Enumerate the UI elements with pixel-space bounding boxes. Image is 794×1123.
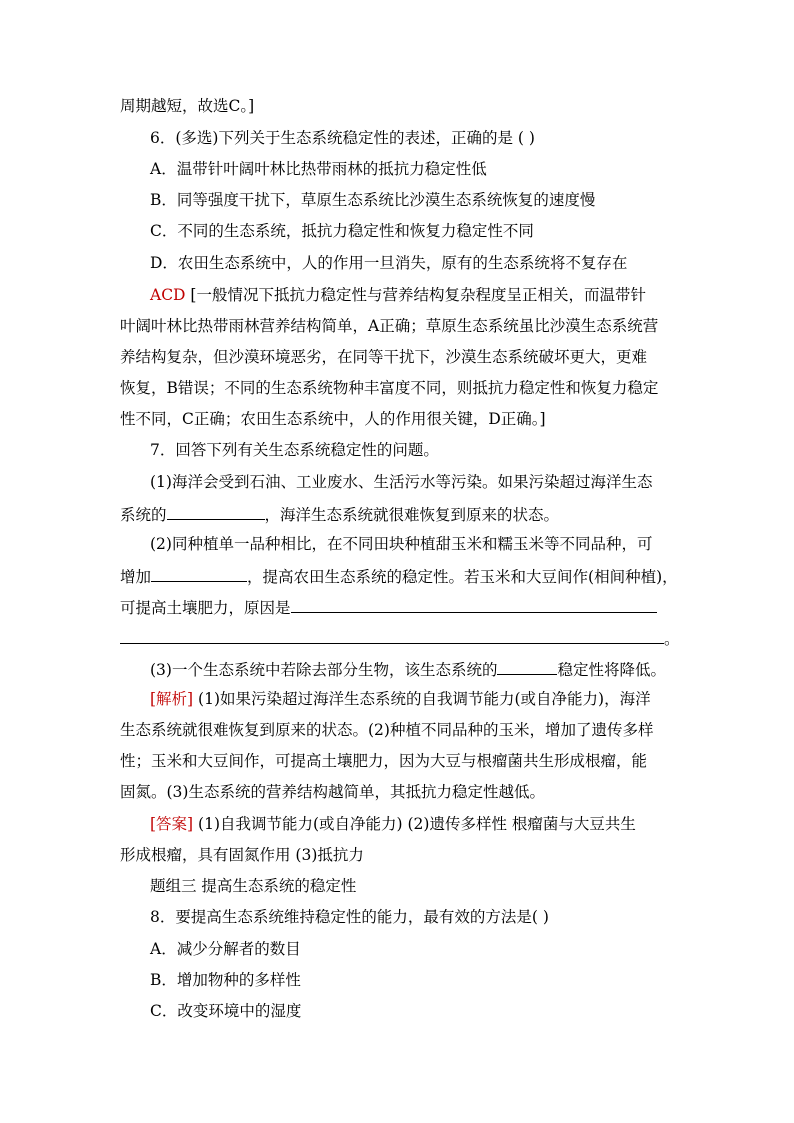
- analysis-line: 固氮。(3)生态系统的营养结构越简单，其抵抗力稳定性越低。: [120, 783, 545, 801]
- explanation-line: 养结构复杂，但沙漠环境恶劣，在同等干扰下，沙漠生态系统破坏更大，更难: [120, 348, 648, 366]
- option-d: D．农田生态系统中，人的作用一旦消失，原有的生态系统将不复存在: [150, 254, 628, 272]
- option-b: B．增加物种的多样性: [150, 971, 301, 989]
- fill-blank: [120, 626, 664, 644]
- text-span: 系统的: [120, 506, 167, 524]
- question-7-part-2-line: [120, 595, 657, 619]
- fill-blank: [151, 564, 247, 582]
- text-span: 可提高土壤肥力，原因是: [120, 599, 291, 617]
- text-span: 增加: [120, 568, 152, 586]
- answer-line: 形成根瘤，具有固氮作用 (3)抵抗力: [120, 846, 364, 864]
- text-span: ，海洋生态系统就很难恢复到原来的状态。: [264, 506, 560, 524]
- answer-explanation: [150, 284, 646, 306]
- question-6-stem: 6．(多选)下列关于生态系统稳定性的表述，正确的是 ( ): [150, 129, 535, 147]
- analysis-line: 生态系统就很难恢复到原来的状态。(2)种植不同品种的玉米，增加了遗传多样: [120, 721, 654, 739]
- answer-label: [答案]: [150, 815, 194, 833]
- explanation-line: 叶阔叶林比热带雨林营养结构简单，A正确；草原生态系统虽比沙漠生态系统营: [120, 317, 659, 335]
- text-span: 稳定性将降低。: [557, 661, 666, 679]
- analysis-text: (1)如果污染超过海洋生态系统的自我调节能力(或自净能力)，海洋: [193, 690, 651, 708]
- answer-text: (1)自我调节能力(或自净能力) (2)遗传多样性 根瘤菌与大豆共生: [193, 815, 636, 833]
- analysis: [150, 688, 651, 710]
- question-8-stem: 8．要提高生态系统维持稳定性的能力，最有效的方法是( ): [150, 908, 549, 926]
- answer: [150, 813, 636, 835]
- option-b: B．同等强度干扰下，草原生态系统比沙漠生态系统恢复的速度慢: [150, 191, 596, 209]
- text-span: (3)一个生态系统中若除去部分生物，该生态系统的: [150, 661, 498, 679]
- option-a: A．减少分解者的数目: [150, 940, 301, 958]
- explanation-text: [一般情况下抵抗力稳定性与营养结构复杂程度呈正相关，而温带针: [190, 286, 646, 304]
- text-line: 周期越短，故选C。]: [120, 97, 255, 115]
- fill-blank: [167, 502, 265, 520]
- analysis-line: 性；玉米和大豆间作，可提高土壤肥力，因为大豆与根瘤菌共生形成根瘤，能: [120, 752, 648, 770]
- section-heading: 题组三 提高生态系统的稳定性: [150, 877, 357, 895]
- explanation-line: 性不同，C正确；农田生态系统中，人的作用很关键，D正确。]: [120, 410, 546, 428]
- question-7-part-2-line: [120, 564, 678, 588]
- fill-blank: [291, 595, 657, 613]
- question-7-part-3: [150, 657, 666, 681]
- answer-label: ACD: [150, 286, 186, 304]
- text-span: ，提高农田生态系统的稳定性。若玉米和大豆间作(相间种植)，: [247, 568, 678, 586]
- question-7-stem: 7．回答下列有关生态系统稳定性的问题。: [150, 441, 439, 459]
- option-c: C．不同的生态系统，抵抗力稳定性和恢复力稳定性不同: [150, 222, 534, 240]
- text-span: 。: [664, 630, 680, 648]
- question-7-part-1-line: [120, 502, 559, 526]
- option-c: C．改变环境中的湿度: [150, 1002, 302, 1020]
- question-7-part-1: (1)海洋会受到石油、工业废水、生活污水等污染。如果污染超过海洋生态: [150, 473, 653, 491]
- fill-blank: [497, 657, 557, 675]
- question-7-part-2-line: [120, 626, 680, 650]
- explanation-line: 恢复，B错误；不同的生态系统物种丰富度不同，则抵抗力稳定性和恢复力稳定: [120, 379, 659, 397]
- analysis-label: [解析]: [150, 690, 194, 708]
- question-7-part-2: (2)同种植单一品种相比，在不同田块种植甜玉米和糯玉米等不同品种，可: [150, 535, 653, 553]
- option-a: A．温带针叶阔叶林比热带雨林的抵抗力稳定性低: [150, 160, 487, 178]
